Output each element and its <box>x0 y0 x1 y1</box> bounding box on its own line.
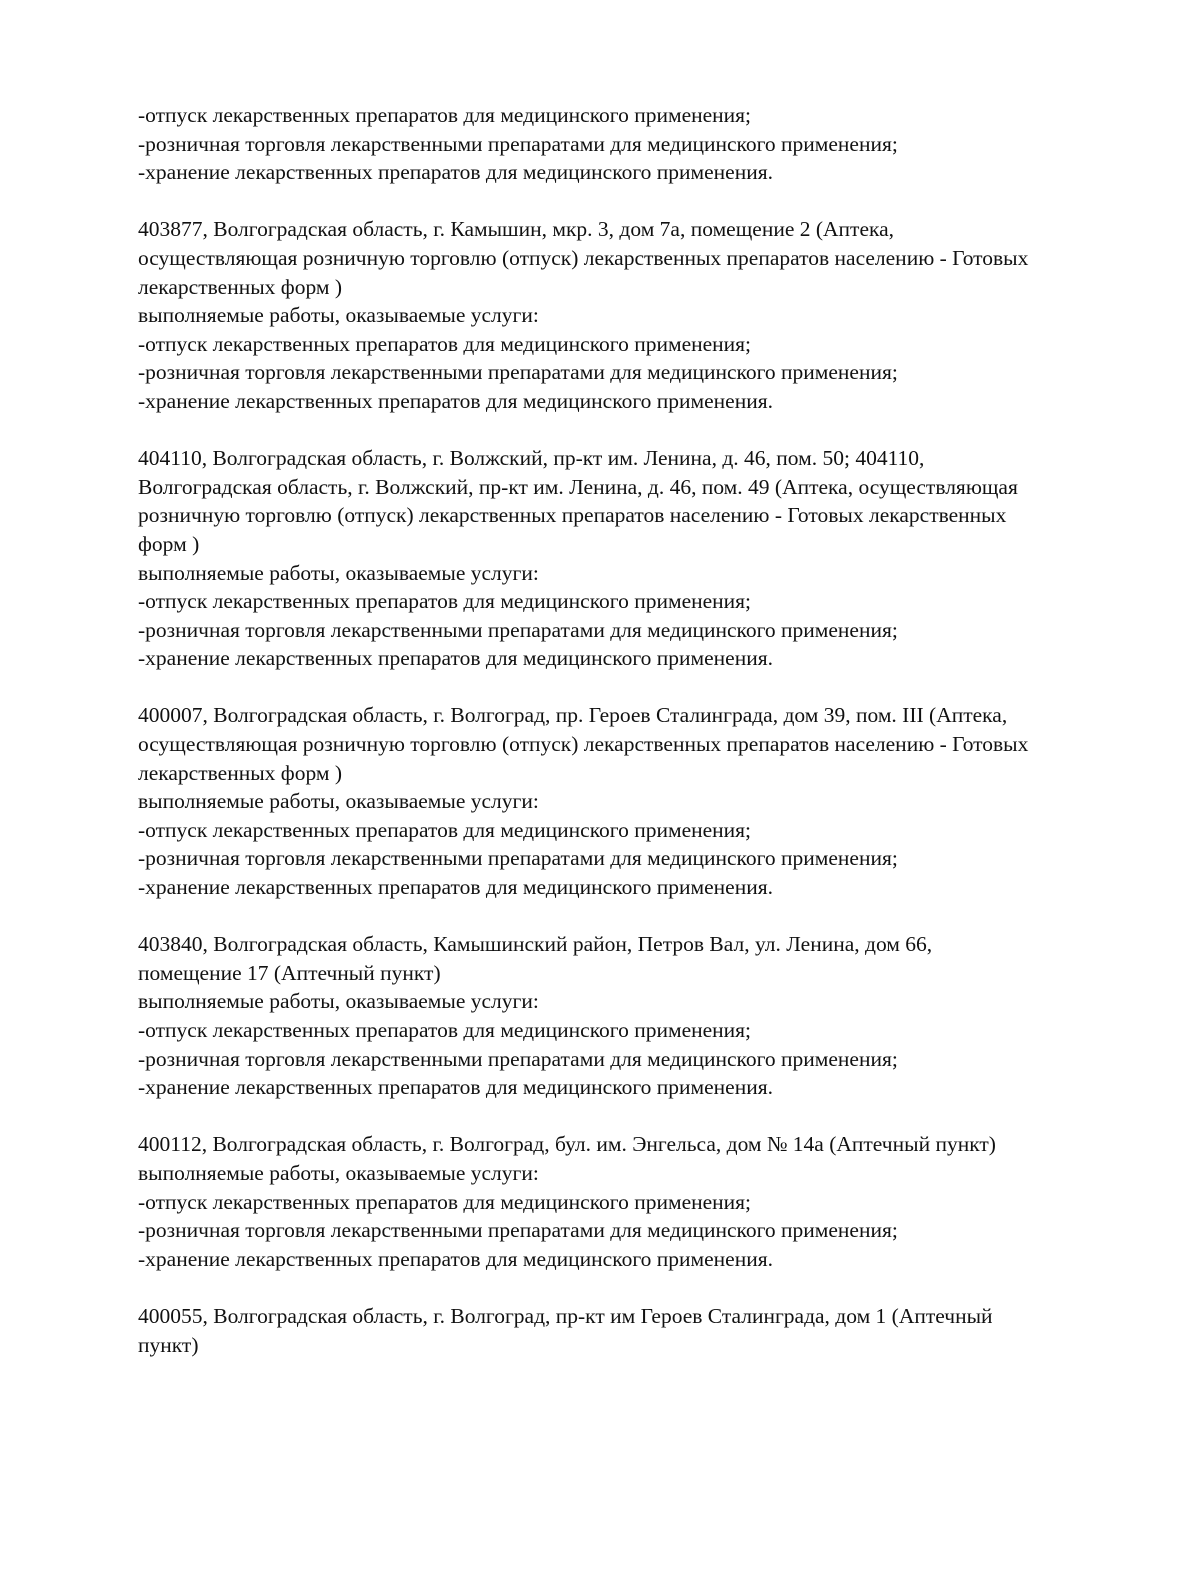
address-line: пункт) <box>138 1332 199 1357</box>
service-line: -розничная торговля лекарственными препаратами для медицинского применения; <box>138 1218 898 1243</box>
service-line: -отпуск лекарственных препаратов для медицинского применения; <box>138 103 752 127</box>
service-line: -хранение лекарственных препаратов для медицинского применения. <box>138 1246 773 1271</box>
pharmacy-entry <box>138 701 1128 901</box>
pharmacy-entry <box>138 215 1128 415</box>
works-label: выполняемые работы, оказываемые услуги: <box>138 560 539 585</box>
service-line: -отпуск лекарственных препаратов для медицинского применения; <box>138 1018 752 1042</box>
pharmacy-entry <box>138 1130 1128 1273</box>
service-line: -розничная торговля лекарственными препаратами для медицинского применения; <box>138 617 898 642</box>
service-line: -хранение лекарственных препаратов для медицинского применения. <box>138 875 773 900</box>
service-line: -хранение лекарственных препаратов для медицинского применения. <box>138 646 773 671</box>
works-label: выполняемые работы, оказываемые услуги: <box>138 989 539 1014</box>
service-line: -отпуск лекарственных препаратов для медицинского применения; <box>138 589 752 614</box>
address-line: форм ) <box>138 531 200 556</box>
address-line: розничную торговлю (отпуск) лекарственных препаратов населению - Готовых лекарственных <box>138 503 1007 528</box>
address-line: помещение 17 (Аптечный пункт) <box>138 960 441 985</box>
service-line: -розничная торговля лекарственными препаратами для медицинского применения; <box>138 360 898 385</box>
document-page <box>138 101 1128 1359</box>
address-line: лекарственных форм ) <box>138 760 343 785</box>
address-line: 400055, Волгоградская область, г. Волгоград, пр-кт им Героев Сталинграда, дом 1 (Аптечный <box>138 1303 993 1328</box>
service-line: -отпуск лекарственных препаратов для медицинского применения; <box>138 1189 752 1214</box>
service-line: -розничная торговля лекарственными препаратами для медицинского применения; <box>138 846 898 871</box>
service-line: -хранение лекарственных препаратов для медицинского применения. <box>138 388 773 413</box>
service-line: -хранение лекарственных препаратов для медицинского применения. <box>138 160 773 185</box>
pharmacy-entry <box>138 1302 1128 1359</box>
works-label: выполняемые работы, оказываемые услуги: <box>138 789 539 814</box>
service-line: -розничная торговля лекарственными препаратами для медицинского применения; <box>138 131 898 156</box>
address-line: 400007, Волгоградская область, г. Волгоград, пр. Героев Сталинграда, дом 39, пом. III (Аптека, <box>138 703 1008 728</box>
service-line: -отпуск лекарственных препаратов для медицинского применения; <box>138 817 752 842</box>
address-line: осуществляющая розничную торговлю (отпуск) лекарственных препаратов населению - Готовых <box>138 732 1029 757</box>
works-label: выполняемые работы, оказываемые услуги: <box>138 1160 539 1185</box>
service-line: -хранение лекарственных препаратов для медицинского применения. <box>138 1075 773 1100</box>
address-line: 404110, Волгоградская область, г. Волжский, пр-кт им. Ленина, д. 46, пом. 50; 404110, <box>138 446 925 471</box>
works-label: выполняемые работы, оказываемые услуги: <box>138 303 539 328</box>
pharmacy-entry <box>138 444 1128 673</box>
service-line: -отпуск лекарственных препаратов для медицинского применения; <box>138 331 752 356</box>
service-line: -розничная торговля лекарственными препаратами для медицинского применения; <box>138 1046 898 1071</box>
pharmacy-entry <box>138 930 1128 1102</box>
address-line: 403877, Волгоградская область, г. Камышин, мкр. 3, дом 7а, помещение 2 (Аптека, <box>138 217 895 242</box>
address-line: 400112, Волгоградская область, г. Волгоград, бул. им. Энгельса, дом № 14а (Аптечный пункт) <box>138 1132 996 1157</box>
address-line: 403840, Волгоградская область, Камышинский район, Петров Вал, ул. Ленина, дом 66, <box>138 932 933 957</box>
address-line: Волгоградская область, г. Волжский, пр-кт им. Ленина, д. 46, пом. 49 (Аптека, осуществляющая <box>138 474 1018 499</box>
address-line: осуществляющая розничную торговлю (отпуск) лекарственных препаратов населению - Готовых <box>138 245 1029 270</box>
intro-block <box>138 101 1128 187</box>
address-line: лекарственных форм ) <box>138 274 343 299</box>
